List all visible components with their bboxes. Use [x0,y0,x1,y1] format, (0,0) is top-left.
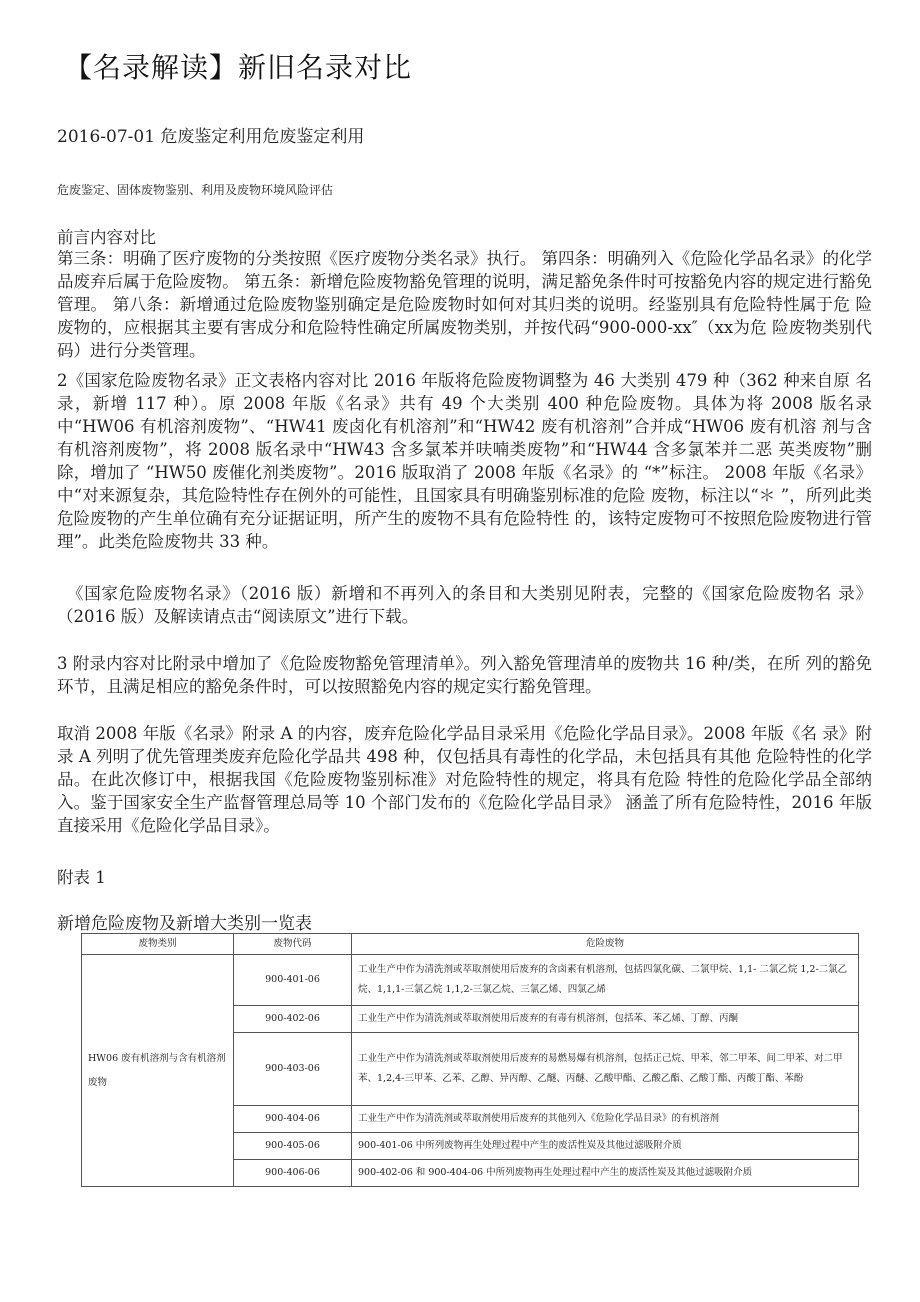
appendix-paragraph: 3 附录内容对比附录中增加了《危险废物豁免管理清单》。列入豁免管理清单的废物共 16 种/类，在所 列的豁免环节，且满足相应的豁免条件时，可以按照豁免内容的规定实行豁免管理。 [57,654,872,696]
header-waste: 危险废物 [352,934,859,955]
code-cell: 900-405-06 [234,1133,352,1160]
waste-table [81,933,859,1187]
tag-line: 危废鉴定、固体废物鉴别、利用及废物环境风险评估 [57,183,334,197]
cancellation-paragraph: 取消 2008 年版《名录》附录 A 的内容，废弃危险化学品目录采用《危险化学品目录》。2008 年版《名 录》附录 A 列明了优先管理类废弃危险化学品共 498 种，仅包括具有毒性的化学品，未包括具有其他 危险特性的化学品。在此次修订中，根据我国《危险废物鉴别标准》对危险特性的规定，将具有危险 特性的危险化学品全部纳入。鉴于国家安全生产监督管理总局等 10 个部门发布的《危险化学品目录》 涵盖了所有危险特性，2016 年版直接采用《危险化学品目录》。 [57,724,872,835]
description-cell: 900-401-06 中所列废物再生处理过程中产生的废活性炭及其他过滤吸附介质 [352,1133,859,1160]
main-comparison-paragraph: 2《国家危险废物名录》正文表格内容对比 2016 年版将危险废物调整为 46 大类别 479 种（362 种来自原 名录，新增 117 种）。原 2008 年版《名录》共有 49 个大类别 400 种危险废物。具体为将 2008 版名录 中“HW06 有机溶剂废物”、“HW41 废卤化有机溶剂”和“HW42 废有机溶剂”合并成“HW06 废有机溶 剂与含有机溶剂废物”，将 2008 版名录中“HW43 含多氯苯并呋喃类废物”和“HW44 含多氯苯并二恶 英类废物”删除，增加了 “HW50 废催化剂类废物”。2016 版取消了 2008 年版《名录》的 “*”标注。 2008 年版《名录》中“对来源复杂，其危险特性存在例外的可能性，且国家具有明确鉴别标准的危险 废物，标注以“＊ ”，所列此类危险废物的产生单位确有充分证据证明，所产生的废物不具有危险特性 的，该特定废物可不按照危险废物进行管理”。此类危险废物共 33 种。 [57,371,872,551]
table-title: 新增危险废物及新增大类别一览表 [57,914,312,934]
page-title: 【名录解读】新旧名录对比 [64,51,413,84]
table-header-row [82,934,859,955]
preface-paragraph: 第三条：明确了医疗废物的分类按照《医疗废物分类名录》执行。 第四条：明确列入《危险化学品名录》的化学品废弃后属于危险废物。 第五条：新增危险废物豁免管理的说明，满足豁免条件时可按豁免内容的规定进行豁免管理。 第八条：新增通过危险废物鉴别确定是危险废物时如何对其归类的说明。经鉴别具有危险特性属于危 险废物的，应根据其主要有害成分和危险特性确定所属废物类别，并按代码“900-000-xx″（xx为危 险废物类别代码）进行分类管理。 [57,249,872,360]
description-cell: 工业生产中作为清洗剂或萃取剂使用后废弃的有毒有机溶剂，包括苯、苯乙烯、丁醇、丙酮 [352,1006,859,1033]
attachment-label: 附表 1 [57,868,106,887]
code-cell: 900-406-06 [234,1160,352,1187]
description-cell: 工业生产中作为清洗剂或萃取剂使用后废弃的含卤素有机溶剂，包括四氯化碳、二氯甲烷、1,1- 二氯乙烷 1,2-二氯乙烷、1,1,1-三氯乙烷 1,1,2-三氯乙烷、三氯乙烯、四氯乙烯 [352,955,859,1006]
description-cell: 900-402-06 和 900-404-06 中所列废物再生处理过程中产生的废活性炭及其他过滤吸附介质 [352,1160,859,1187]
category-cell: HW06 废有机溶剂与含有机溶剂废物 [82,955,234,1187]
code-cell: 900-404-06 [234,1106,352,1133]
preface-heading: 前言内容对比 [57,228,156,247]
table-row [82,955,859,1006]
code-cell: 900-403-06 [234,1033,352,1106]
code-cell: 900-401-06 [234,955,352,1006]
description-cell: 工业生产中作为清洗剂或萃取剂使用后废弃的其他列入《危险化学品目录》的有机溶剂 [352,1106,859,1133]
date-line: 2016-07-01 危废鉴定利用危废鉴定利用 [57,127,365,147]
description-cell: 工业生产中作为清洗剂或萃取剂使用后废弃的易燃易爆有机溶剂，包括正己烷、甲苯、邻二甲苯、间二甲苯、对二甲苯、1,2,4-三甲苯、乙苯、乙醇、异丙醇、乙醚、丙醚、乙酸甲酯、乙酸乙酯、乙酸丁酯、丙酸丁酯、苯酚 [352,1033,859,1106]
download-paragraph: 《国家危险废物名录》（2016 版）新增和不再列入的条目和大类别见附表，完整的《国家危险废物名 录》（2016 版）及解读请点击“阅读原文”进行下载。 [57,584,872,626]
header-code: 废物代码 [234,934,352,955]
code-cell: 900-402-06 [234,1006,352,1033]
header-category: 废物类别 [82,934,234,955]
